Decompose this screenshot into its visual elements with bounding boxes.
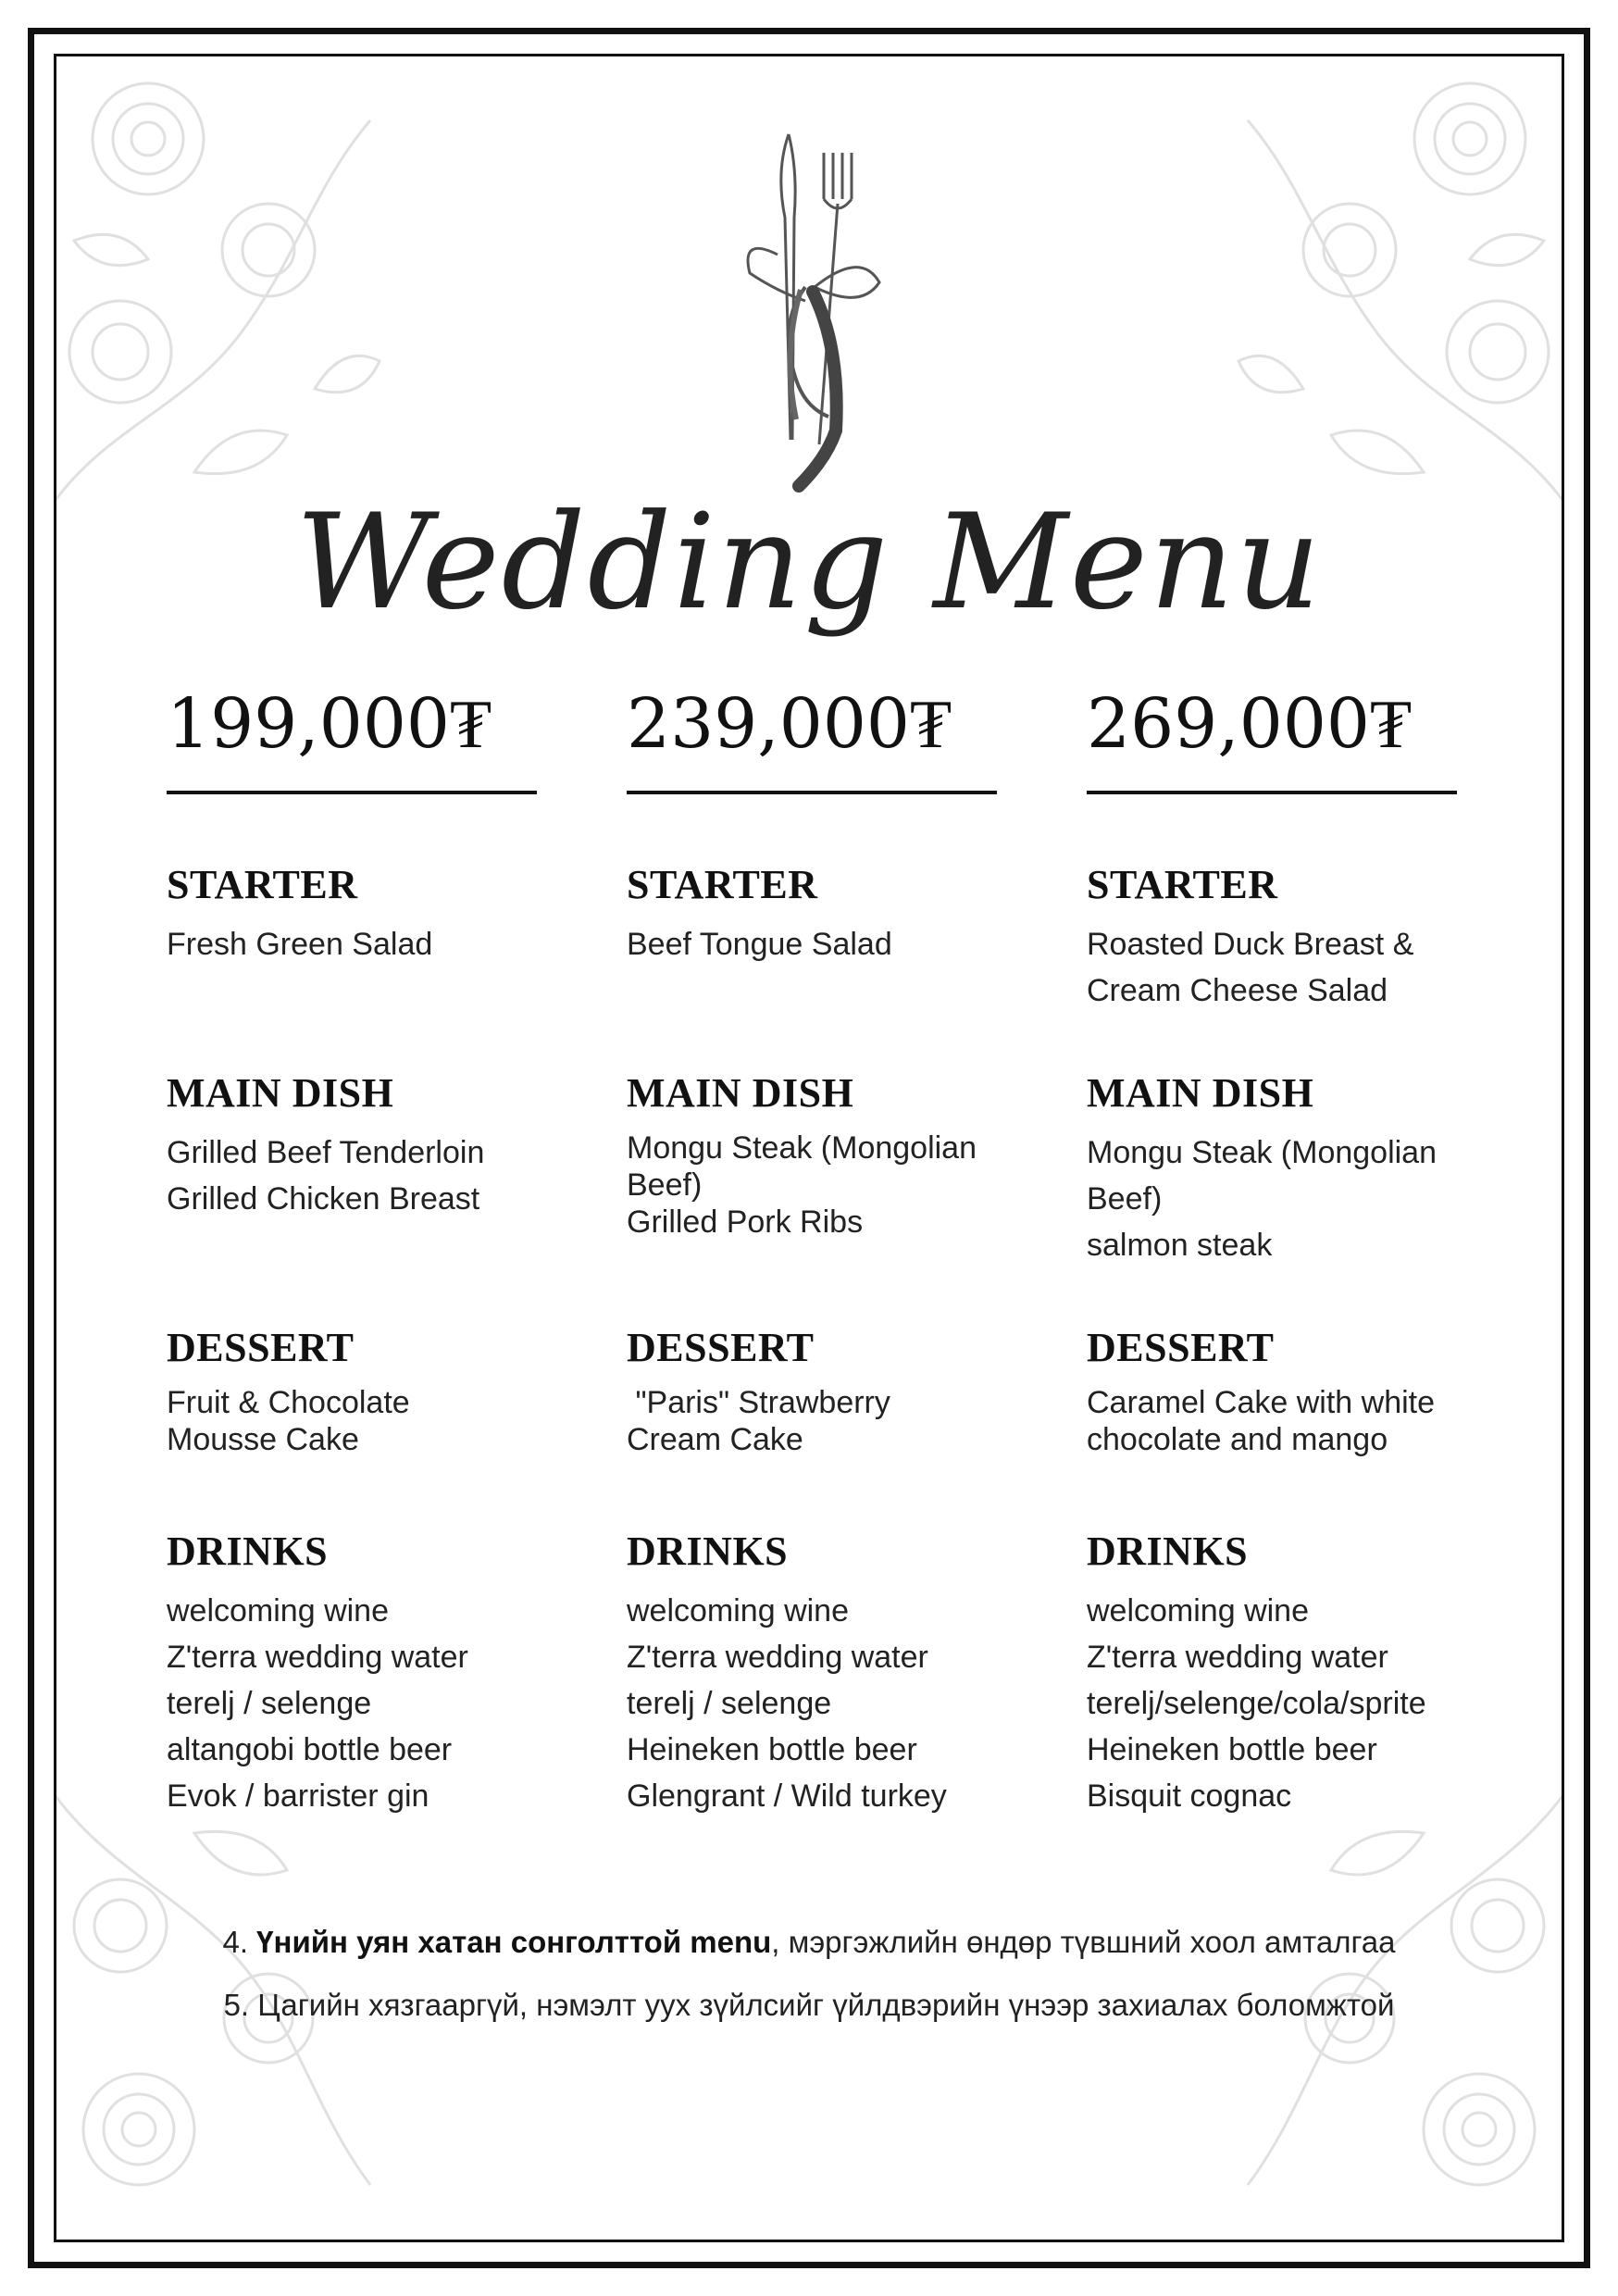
menu-item: Fruit & Chocolate	[167, 1385, 410, 1420]
note-text: Цагийн хязгааргүй, нэмэлт уух зүйлсийг үйлдвэрийн үнээр захиалах боломжтой	[257, 1988, 1395, 2022]
menu-item: Z'terra wedding water	[167, 1640, 468, 1675]
starter-section	[1087, 861, 1475, 1014]
menu-item: Beef)	[1087, 1181, 1163, 1217]
main-dish-section	[1087, 1069, 1475, 1268]
menu-item: Mongu Steak (Mongolian	[627, 1130, 977, 1166]
price: 239,000₮	[627, 690, 997, 794]
menu-item: Mousse Cake	[167, 1422, 359, 1457]
menu-column-2	[627, 684, 1015, 1814]
menu-item: Roasted Duck Breast &	[1087, 927, 1414, 962]
fork-knife-ribbon-icon	[713, 125, 898, 495]
price: 199,000₮	[167, 690, 537, 794]
main-dish-section	[167, 1069, 555, 1222]
section-title: DESSERT	[1087, 1325, 1275, 1370]
price: 269,000₮	[1087, 690, 1457, 794]
menu-item: Heineken bottle beer	[627, 1732, 917, 1767]
drinks-section	[627, 1528, 1015, 1819]
section-title: STARTER	[167, 862, 358, 907]
note-bold-text: Үнийн уян хатан сонголттой menu	[256, 1925, 772, 1959]
section-title: STARTER	[627, 862, 818, 907]
section-title: MAIN DISH	[627, 1070, 854, 1116]
note-text: , мэргэжлийн өндөр түвшний хоол амталгаа	[771, 1925, 1396, 1959]
menu-item: Z'terra wedding water	[627, 1640, 928, 1675]
note-4	[167, 1921, 1451, 1964]
note-5	[167, 1984, 1451, 2027]
menu-item: Beef Tongue Salad	[627, 927, 892, 962]
menu-item: Mongu Steak (Mongolian	[1087, 1135, 1438, 1170]
menu-item: Z'terra wedding water	[1087, 1640, 1388, 1675]
menu-item: Heineken bottle beer	[1087, 1732, 1377, 1767]
menu-column-1	[167, 684, 555, 1814]
dessert-section	[1087, 1324, 1475, 1458]
dessert-section	[167, 1324, 555, 1458]
menu-item: altangobi bottle beer	[167, 1732, 453, 1767]
section-title: STARTER	[1087, 862, 1278, 907]
menu-item: "Paris" Strawberry	[627, 1385, 890, 1420]
menu-item: Fresh Green Salad	[167, 927, 433, 962]
section-title: MAIN DISH	[1087, 1070, 1314, 1116]
section-title: MAIN DISH	[167, 1070, 394, 1116]
menu-item: Cream Cake	[627, 1422, 803, 1457]
menu-item: Glengrant / Wild turkey	[627, 1778, 947, 1814]
note-number: 4.	[222, 1925, 257, 1959]
menu-column-3	[1087, 684, 1475, 1814]
section-title: DESSERT	[627, 1325, 815, 1370]
menu-title: Wedding Menu	[295, 486, 1323, 639]
menu-item: welcoming wine	[627, 1593, 849, 1628]
main-dish-section	[627, 1069, 1015, 1241]
section-title: DRINKS	[1087, 1529, 1249, 1574]
menu-item: Bisquit cognac	[1087, 1778, 1292, 1814]
menu-item: terelj / selenge	[627, 1686, 832, 1721]
menu-item: welcoming wine	[1087, 1593, 1309, 1628]
note-number: 5.	[223, 1988, 258, 2022]
section-title: DESSERT	[167, 1325, 355, 1370]
starter-section	[627, 861, 1015, 967]
menu-item: welcoming wine	[167, 1593, 389, 1628]
menu-item: Cream Cheese Salad	[1087, 973, 1388, 1008]
drinks-section	[1087, 1528, 1475, 1819]
menu-item: Grilled Chicken Breast	[167, 1181, 480, 1217]
menu-item: Evok / barrister gin	[167, 1778, 429, 1814]
menu-item: terelj / selenge	[167, 1686, 372, 1721]
section-title: DRINKS	[627, 1529, 789, 1574]
menu-item: terelj/selenge/cola/sprite	[1087, 1686, 1426, 1721]
menu-item: Caramel Cake with white	[1087, 1385, 1436, 1420]
menu-item: Grilled Pork Ribs	[627, 1204, 864, 1240]
menu-item: salmon steak	[1087, 1228, 1273, 1263]
menu-item: Grilled Beef Tenderloin	[167, 1135, 485, 1170]
starter-section	[167, 861, 555, 967]
footer-notes	[167, 1921, 1451, 2047]
menu-item: chocolate and mango	[1087, 1422, 1388, 1457]
section-title: DRINKS	[167, 1529, 329, 1574]
dessert-section	[627, 1324, 1015, 1458]
drinks-section	[167, 1528, 555, 1819]
menu-item: Beef)	[627, 1167, 703, 1203]
